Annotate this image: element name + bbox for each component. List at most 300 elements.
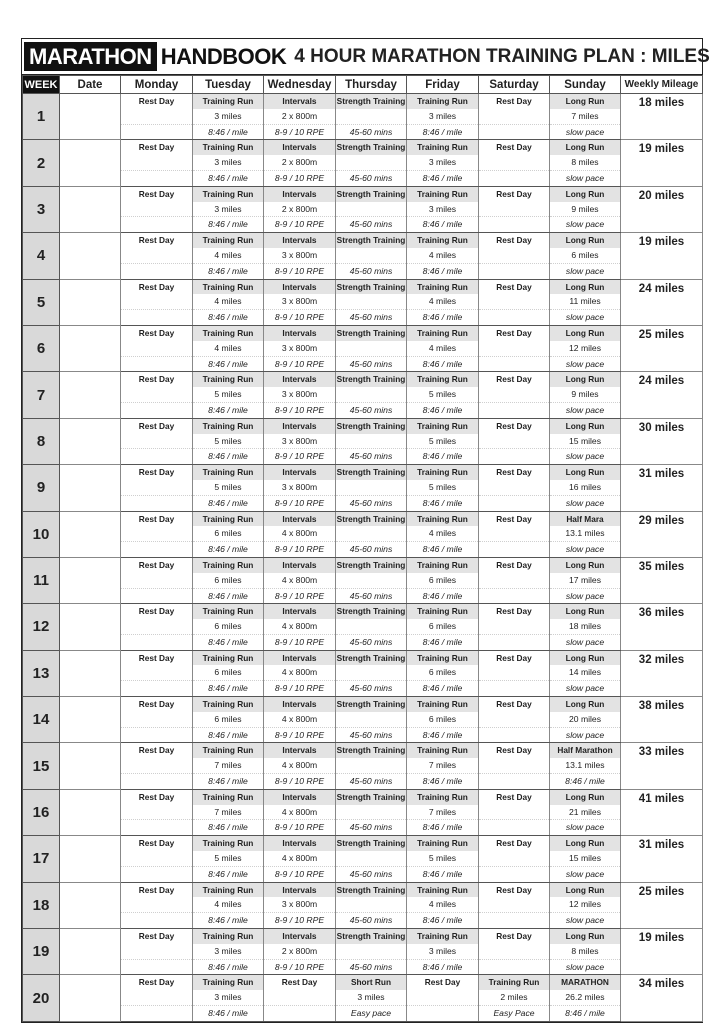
workout-detail [479,155,549,171]
day-cell-wednesday [264,743,336,789]
day-cell-wednesday [264,465,336,511]
workout-pace: slow pace [565,358,605,369]
workout-pace: 8-9 / 10 RPE [274,868,325,879]
workout-pace [479,774,549,789]
logo-word-marathon: MARATHON [24,42,157,71]
week-number: 8 [23,418,60,464]
weekly-mileage-cell [621,94,703,140]
workout-pace: 8:46 / mile [208,636,248,647]
workout-name: Intervals [264,280,335,295]
weekly-mileage-cell [621,372,703,418]
date-cell[interactable] [60,975,121,1021]
workout-pace: 8:46 / mile [422,636,463,647]
workout-name: Training Run [193,790,263,805]
workout-name: Rest Day [496,745,532,756]
date-cell[interactable] [60,511,121,557]
workout-name: Rest Day [138,142,175,153]
table-row [23,882,703,928]
week-number: 16 [23,789,60,835]
date-cell[interactable] [60,836,121,882]
workout-detail: 2 x 800m [264,202,335,218]
workout-detail: 3 x 800m [264,387,335,403]
date-cell[interactable] [60,94,121,140]
weekly-mileage-value: 38 miles [638,700,685,713]
day-cell-thursday [336,697,407,743]
date-cell[interactable] [60,929,121,975]
date-cell[interactable] [60,650,121,696]
day-cell-monday [121,697,193,743]
workout-pace [479,913,549,928]
workout-detail: 5 miles [407,851,478,867]
day-cell-saturday [479,279,550,325]
workout-detail [336,526,406,542]
workout-pace: 45-60 mins [349,590,393,601]
workout-pace [121,960,192,975]
date-cell[interactable] [60,697,121,743]
workout-name: Short Run [336,975,406,990]
workout-name: Long Run [550,419,620,434]
workout-pace: 8:46 / mile [422,312,463,323]
workout-detail: 7 miles [193,758,263,774]
weekly-mileage-cell [621,279,703,325]
weekly-mileage-cell [621,557,703,603]
workout-pace: 8-9 / 10 RPE [274,961,325,972]
workout-pace: slow pace [565,451,605,462]
workout-name: Intervals [264,233,335,248]
workout-name: Rest Day [138,838,175,849]
workout-pace: 8:46 / mile [208,822,248,833]
workout-name: Rest Day [138,791,175,802]
workout-name: Training Run [193,372,263,387]
workout-detail: 3 x 800m [264,434,335,450]
day-cell-thursday [336,186,407,232]
workout-detail [336,851,406,867]
day-cell-tuesday [193,929,264,975]
day-cell-friday [407,94,479,140]
day-cell-sunday [550,94,621,140]
workout-name: Strength Training [336,187,406,202]
workout-pace [121,171,192,186]
date-cell[interactable] [60,465,121,511]
workout-detail [336,944,406,960]
day-cell-sunday [550,233,621,279]
workout-pace: slow pace [565,822,605,833]
workout-detail: 5 miles [193,851,263,867]
page-header [22,39,710,75]
col-header-date: Date [60,76,121,94]
weekly-mileage-value: 19 miles [638,932,685,945]
workout-pace: 8:46 / mile [422,822,463,833]
workout-detail [336,294,406,310]
workout-detail: 4 x 800m [264,758,335,774]
weekly-mileage-value: 41 miles [638,792,685,805]
weekly-mileage-cell [621,882,703,928]
col-header-wednesday: Wednesday [264,76,336,94]
weekly-mileage-cell [621,789,703,835]
workout-detail: 6 miles [193,526,263,542]
workout-name: Rest Day [138,606,175,617]
workout-pace: 8:46 / mile [422,683,463,694]
day-cell-sunday [550,836,621,882]
day-cell-monday [121,557,193,603]
date-cell[interactable] [60,418,121,464]
week-number: 18 [23,882,60,928]
workout-pace: 8:46 / mile [208,265,248,276]
workout-pace [121,728,192,743]
workout-pace [121,217,192,232]
date-cell[interactable] [60,882,121,928]
workout-detail: 5 miles [193,480,263,496]
workout-name: Training Run [193,929,263,944]
day-cell-friday [407,743,479,789]
workout-pace: 8:46 / mile [422,729,463,740]
day-cell-monday [121,325,193,371]
header-row [23,76,703,94]
workout-detail [121,387,192,403]
workout-name: Long Run [550,465,620,480]
weekly-mileage-cell [621,186,703,232]
workout-pace [407,1006,478,1021]
workout-pace [121,542,192,557]
workout-pace: 8:46 / mile [208,451,248,462]
workout-pace: 8:46 / mile [208,961,248,972]
workout-detail: 6 miles [550,248,620,264]
workout-name: Long Run [550,883,620,898]
workout-detail [121,573,192,589]
workout-pace [121,867,192,882]
workout-pace [479,867,549,882]
date-cell[interactable] [60,140,121,186]
weekly-mileage-cell [621,929,703,975]
workout-pace: 8-9 / 10 RPE [274,915,325,926]
weekly-mileage-value: 31 miles [638,839,685,852]
day-cell-thursday [336,94,407,140]
weekly-mileage-value: 30 miles [638,421,685,434]
workout-name: Rest Day [138,745,175,756]
day-cell-wednesday [264,279,336,325]
workout-detail: 6 miles [407,573,478,589]
workout-pace [479,681,549,696]
workout-pace [479,589,549,604]
day-cell-monday [121,140,193,186]
workout-pace: 8-9 / 10 RPE [274,358,325,369]
workout-detail: 4 x 800m [264,665,335,681]
day-cell-sunday [550,557,621,603]
weekly-mileage-cell [621,743,703,789]
workout-detail: 7 miles [193,805,263,821]
workout-detail: 3 miles [193,202,263,218]
workout-detail: 3 miles [193,109,263,125]
day-cell-tuesday [193,604,264,650]
day-cell-wednesday [264,372,336,418]
workout-name: Strength Training [336,558,406,573]
workout-detail: 3 x 800m [264,897,335,913]
workout-detail [121,341,192,357]
workout-detail: 5 miles [193,434,263,450]
workout-pace: slow pace [565,497,605,508]
workout-detail: 3 miles [193,990,263,1006]
workout-pace [479,125,549,140]
workout-pace: slow pace [565,265,605,276]
workout-detail: 7 miles [407,758,478,774]
workout-detail: 6 miles [407,712,478,728]
workout-name: Rest Day [496,281,532,292]
date-cell[interactable] [60,743,121,789]
day-cell-saturday [479,697,550,743]
week-number: 15 [23,743,60,789]
weekly-mileage-value: 31 miles [638,468,685,481]
workout-detail [121,619,192,635]
workout-name: Training Run [407,94,478,109]
workout-detail [121,202,192,218]
workout-detail: 4 miles [407,526,478,542]
table-row [23,929,703,975]
workout-name: Intervals [264,743,335,758]
workout-pace: 8:46 / mile [208,590,248,601]
workout-pace: 8-9 / 10 RPE [274,404,325,415]
workout-detail: 4 miles [407,294,478,310]
workout-detail: 7 miles [550,109,620,125]
workout-pace: 45-60 mins [349,451,393,462]
workout-detail: 3 miles [407,109,478,125]
workout-detail: 15 miles [550,434,620,450]
workout-name: Long Run [550,140,620,155]
workout-name: Rest Day [496,420,532,431]
workout-name: Long Run [550,187,620,202]
day-cell-saturday [479,511,550,557]
workout-pace: 8:46 / mile [208,915,248,926]
table-row [23,789,703,835]
day-cell-friday [407,186,479,232]
workout-name: Training Run [407,233,478,248]
brand-logo [24,42,290,71]
workout-detail: 4 x 800m [264,712,335,728]
workout-detail [336,387,406,403]
date-cell[interactable] [60,557,121,603]
day-cell-tuesday [193,465,264,511]
day-cell-saturday [479,650,550,696]
day-cell-monday [121,233,193,279]
day-cell-tuesday [193,557,264,603]
workout-pace [479,171,549,186]
day-cell-sunday [550,465,621,511]
day-cell-thursday [336,233,407,279]
workout-name: Half Mara [550,512,620,527]
workout-name: Training Run [407,419,478,434]
day-cell-saturday [479,418,550,464]
workout-detail: 2 x 800m [264,109,335,125]
workout-pace: 45-60 mins [349,868,393,879]
col-header-thursday: Thursday [336,76,407,94]
date-cell[interactable] [60,604,121,650]
workout-pace: 45-60 mins [349,683,393,694]
day-cell-thursday [336,604,407,650]
day-cell-sunday [550,279,621,325]
day-cell-friday [407,836,479,882]
workout-detail [336,341,406,357]
workout-name: Strength Training [336,697,406,712]
workout-pace: 8:46 / mile [422,961,463,972]
workout-pace [479,635,549,650]
workout-pace: 8:46 / mile [565,776,605,787]
workout-name: Long Run [550,233,620,248]
workout-pace: slow pace [565,126,605,137]
workout-name: Long Run [550,836,620,851]
workout-pace: 45-60 mins [349,822,393,833]
workout-name: Rest Day [138,281,175,292]
weekly-mileage-cell [621,836,703,882]
workout-name: Training Run [193,743,263,758]
workout-name: Intervals [264,326,335,341]
day-cell-friday [407,650,479,696]
day-cell-saturday [479,929,550,975]
workout-detail [479,480,549,496]
workout-name: Rest Day [496,606,532,617]
week-number: 12 [23,604,60,650]
day-cell-monday [121,929,193,975]
workout-name: Rest Day [496,699,532,710]
week-number: 2 [23,140,60,186]
workout-pace: 8-9 / 10 RPE [274,544,325,555]
workout-name: Rest Day [138,931,175,942]
day-cell-wednesday [264,418,336,464]
day-cell-friday [407,279,479,325]
workout-detail: 5 miles [407,387,478,403]
workout-detail: 13.1 miles [550,758,620,774]
day-cell-saturday [479,325,550,371]
workout-name: Intervals [264,836,335,851]
workout-detail: 18 miles [550,619,620,635]
weekly-mileage-value: 32 miles [638,653,685,666]
workout-name: Intervals [264,558,335,573]
workout-name: Training Run [193,140,263,155]
workout-pace: 8:46 / mile [208,497,248,508]
date-cell[interactable] [60,789,121,835]
week-number: 17 [23,836,60,882]
weekly-mileage-value: 20 miles [638,189,685,202]
workout-name: Rest Day [496,513,532,524]
day-cell-thursday [336,789,407,835]
day-cell-monday [121,511,193,557]
col-header-saturday: Saturday [479,76,550,94]
day-cell-monday [121,372,193,418]
workout-name: Rest Day [138,374,175,385]
day-cell-wednesday [264,929,336,975]
workout-pace: 8-9 / 10 RPE [274,729,325,740]
workout-pace: 8:46 / mile [208,219,248,230]
workout-name: Strength Training [336,465,406,480]
workout-detail: 6 miles [407,619,478,635]
workout-name: MARATHON [550,975,620,990]
weekly-mileage-value: 25 miles [638,328,685,341]
workout-pace [121,496,192,511]
date-cell[interactable] [60,186,121,232]
workout-detail [336,155,406,171]
table-row [23,975,703,1021]
workout-name: Rest Day [496,884,532,895]
day-cell-saturday [479,975,550,1021]
day-cell-friday [407,511,479,557]
day-cell-thursday [336,325,407,371]
workout-detail: 12 miles [550,341,620,357]
workout-pace: slow pace [565,868,605,879]
workout-pace [121,449,192,464]
day-cell-monday [121,465,193,511]
day-cell-thursday [336,882,407,928]
date-cell[interactable] [60,279,121,325]
day-cell-thursday [336,372,407,418]
weekly-mileage-value: 36 miles [638,607,685,620]
workout-detail [121,665,192,681]
workout-detail: 6 miles [193,619,263,635]
week-number: 11 [23,557,60,603]
day-cell-saturday [479,789,550,835]
workout-name: Training Run [479,975,549,990]
day-cell-wednesday [264,789,336,835]
workout-name: Training Run [193,326,263,341]
workout-name: Training Run [407,929,478,944]
workout-detail [336,434,406,450]
workout-name: Training Run [407,604,478,619]
workout-name: Rest Day [496,931,532,942]
day-cell-friday [407,140,479,186]
workout-detail: 3 miles [407,944,478,960]
workout-name: Rest Day [138,235,175,246]
day-cell-friday [407,697,479,743]
date-cell[interactable] [60,233,121,279]
workout-pace: 8:46 / mile [422,590,463,601]
weekly-mileage-cell [621,511,703,557]
week-number: 19 [23,929,60,975]
day-cell-sunday [550,789,621,835]
workout-detail: 8 miles [550,155,620,171]
workout-detail: 3 x 800m [264,294,335,310]
day-cell-wednesday [264,836,336,882]
date-cell[interactable] [60,372,121,418]
workout-pace [121,774,192,789]
workout-name: Strength Training [336,743,406,758]
workout-name: Rest Day [496,467,532,478]
table-row [23,372,703,418]
table-row [23,650,703,696]
workout-name: Rest Day [424,977,461,988]
day-cell-monday [121,836,193,882]
weekly-mileage-cell [621,233,703,279]
date-cell[interactable] [60,325,121,371]
weekly-mileage-value: 19 miles [638,143,685,156]
workout-name: Training Run [193,651,263,666]
day-cell-sunday [550,418,621,464]
day-cell-tuesday [193,372,264,418]
week-number: 1 [23,94,60,140]
day-cell-wednesday [264,697,336,743]
workout-detail [121,526,192,542]
workout-detail: 4 x 800m [264,526,335,542]
weekly-mileage-cell [621,140,703,186]
day-cell-tuesday [193,418,264,464]
workout-pace: 8:46 / mile [422,497,463,508]
workout-detail [264,990,335,1006]
day-cell-sunday [550,325,621,371]
workout-detail: 4 x 800m [264,619,335,635]
workout-name: Strength Training [336,140,406,155]
plan-title: 4 HOUR MARATHON TRAINING PLAN : MILES [294,45,710,67]
workout-detail [479,758,549,774]
workout-name: Strength Training [336,604,406,619]
workout-name: Intervals [264,187,335,202]
workout-name: Training Run [193,604,263,619]
workout-detail [121,248,192,264]
